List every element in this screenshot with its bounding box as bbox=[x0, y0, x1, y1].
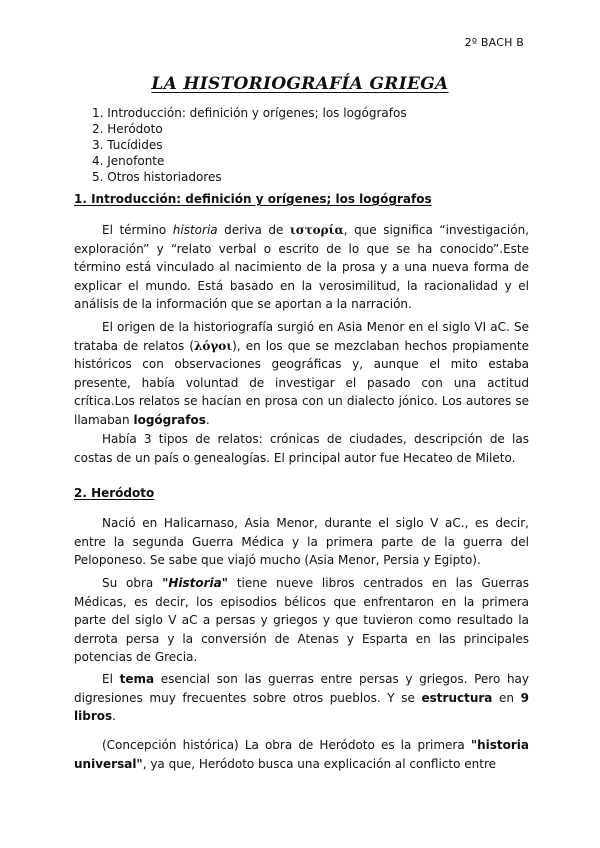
text-run: deriva de bbox=[217, 223, 290, 237]
paragraph-tipos-relatos: Había 3 tipos de relatos: crónicas de ciudades, descripción de las costas de un país o genealogías. El principal autor fue Hecateo de Mileto. bbox=[74, 432, 529, 465]
paragraph-concepcion-historica bbox=[74, 736, 529, 773]
emphasis-tema: tema bbox=[119, 672, 155, 686]
text-run: El bbox=[102, 672, 120, 686]
emphasis-logografos: logógrafos bbox=[133, 412, 206, 427]
emphasis-historia: historia bbox=[172, 223, 218, 237]
toc-item: 1. Introducción: definición y orígenes; los logógrafos bbox=[92, 106, 407, 120]
text-run: . bbox=[205, 412, 210, 427]
toc-item: 4. Jenofonte bbox=[92, 154, 165, 168]
paragraph-tema bbox=[74, 670, 529, 726]
toc-item: 5. Otros historiadores bbox=[92, 170, 222, 184]
text-run: . bbox=[112, 709, 116, 723]
document-title: LA HISTORIOGRAFÍA GRIEGA bbox=[151, 74, 449, 94]
greek-term-logoi: λόγοι bbox=[193, 338, 233, 353]
text-run: ), en los que se mezclaban hechos propiamente históricos con observaciones geográficas y, aunque el mito estaba presente, había voluntad de investigar el pasado con una actitud crítica.Los relatos se hacían en prosa con un dialecto jónico. Los autores se llamaban bbox=[74, 338, 529, 427]
text-run: esencial son las guerras entre persas y griegos. Pero hay digresiones muy frecuentes sobre otros pueblos. Y se bbox=[74, 672, 530, 705]
greek-term-istoria: ιστορία bbox=[289, 223, 344, 237]
section-heading-herodoto: 2. Heródoto bbox=[74, 486, 155, 500]
emphasis-nine-books: 9 libros bbox=[74, 690, 530, 723]
emphasis-estructura: estructura bbox=[421, 690, 493, 705]
emphasis-historia-title: "Historia" bbox=[162, 576, 229, 590]
text-run: tiene nueve libros centrados en las Guerras Médicas, es decir, los episodios bélicos que enfrentaron en la primera parte del siglo V aC a persas y griegos y que tuvieron como resultado la derrota persa y la conversión de Atenas y Esparta en las principales potencias de Grecia. bbox=[74, 576, 529, 664]
course-tag: 2º BACH B bbox=[464, 36, 524, 49]
section-heading-introduccion: 1. Introducción: definición y orígenes; los logógrafos bbox=[74, 192, 432, 206]
paragraph-definicion bbox=[74, 221, 529, 314]
text-run: El término bbox=[102, 223, 173, 237]
paragraph-origen bbox=[74, 318, 529, 429]
toc-item: 3. Tucídides bbox=[92, 138, 163, 152]
toc-item: 2. Heródoto bbox=[92, 122, 163, 136]
text-run: en bbox=[492, 690, 521, 705]
text-run: , ya que, Heródoto busca una explicación al conflicto entre bbox=[142, 756, 497, 771]
text-run: Su obra bbox=[102, 576, 163, 590]
paragraph-obra-historia bbox=[74, 574, 529, 667]
paragraph-nacimiento: Nació en Halicarnaso, Asia Menor, durante el siglo V aC., es decir, entre la segunda Guerra Médica y la primera parte de la guerra del Peloponeso. Se sabe que viajó mucho (Asia Menor, Persia y Egipto). bbox=[74, 516, 529, 567]
table-of-contents bbox=[92, 105, 407, 185]
text-run: El origen de la historiografía surgió en Asia Menor en el siglo VI aC. Se trataba de relatos ( bbox=[74, 320, 529, 353]
text-run: (Concepción histórica) La obra de Heródoto es la primera bbox=[102, 738, 471, 752]
emphasis-historia-universal: "historia universal" bbox=[74, 738, 529, 771]
text-run: , que significa “investigación, exploración” y “relato verbal o escrito de lo que se ha conocido”.Este término está vinculado al nacimiento de la prosa y a una nueva forma de explicar el mundo. Está basado en la verosimilitud, la racionalidad y el análisis de la información que se aportan a la narración. bbox=[74, 223, 529, 311]
